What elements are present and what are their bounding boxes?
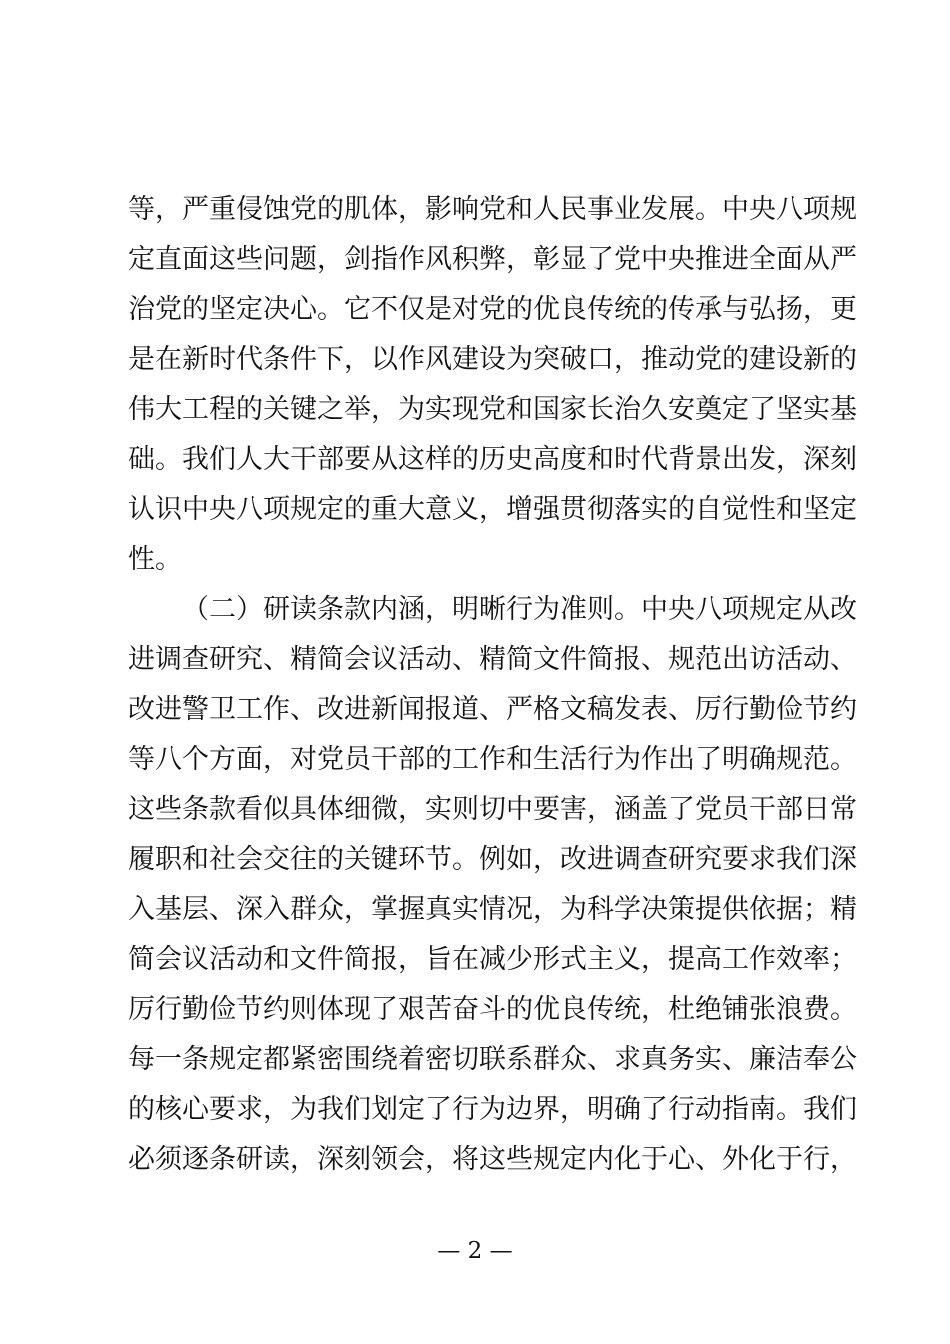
paragraph <box>128 185 857 585</box>
text-line: 改进警卫工作、改进新闻报道、严格文稿发表、厉行勤俭节约 <box>128 694 857 725</box>
text-line: 的核心要求，为我们划定了行为边界，明确了行动指南。我们 <box>128 1094 857 1125</box>
text-line: 础。我们人大干部要从这样的历史高度和时代背景出发，深刻 <box>128 444 857 475</box>
text-line: 认识中央八项规定的重大意义，增强贯彻落实的自觉性和坚定 <box>128 494 857 525</box>
body-text <box>128 185 857 1185</box>
text-line: 是在新时代条件下，以作风建设为突破口，推动党的建设新的 <box>128 344 857 375</box>
paragraph <box>128 585 857 1185</box>
text-line: 性。 <box>128 544 182 575</box>
text-line: 每一条规定都紧密围绕着密切联系群众、求真务实、廉洁奉公 <box>128 1044 857 1075</box>
text-line: 等八个方面，对党员干部的工作和生活行为作出了明确规范。 <box>128 744 857 775</box>
text-line: 履职和社会交往的关键环节。例如，改进调查研究要求我们深 <box>128 844 857 875</box>
text-line: 伟大工程的关键之举，为实现党和国家长治久安奠定了坚实基 <box>128 394 857 425</box>
text-line: 治党的坚定决心。它不仅是对党的优良传统的传承与弘扬，更 <box>128 294 857 325</box>
text-line: 厉行勤俭节约则体现了艰苦奋斗的优良传统，杜绝铺张浪费。 <box>128 994 857 1025</box>
text-line: 进调查研究、精简会议活动、精简文件简报、规范出访活动、 <box>128 644 857 675</box>
text-line: 入基层、深入群众，掌握真实情况，为科学决策提供依据；精 <box>128 894 857 925</box>
text-line: 定直面这些问题，剑指作风积弊，彰显了党中央推进全面从严 <box>128 244 857 275</box>
text-line: 等，严重侵蚀党的肌体，影响党和人民事业发展。中央八项规 <box>128 194 857 225</box>
text-line: 这些条款看似具体细微，实则切中要害，涵盖了党员干部日常 <box>128 794 857 825</box>
text-line: （二）研读条款内涵，明晰行为准则。中央八项规定从改 <box>182 594 857 625</box>
page-number: — 2 — <box>437 1238 513 1264</box>
text-line: 简会议活动和文件简报，旨在减少形式主义，提高工作效率； <box>128 944 857 975</box>
text-line: 必须逐条研读，深刻领会，将这些规定内化于心、外化于行， <box>128 1144 857 1175</box>
